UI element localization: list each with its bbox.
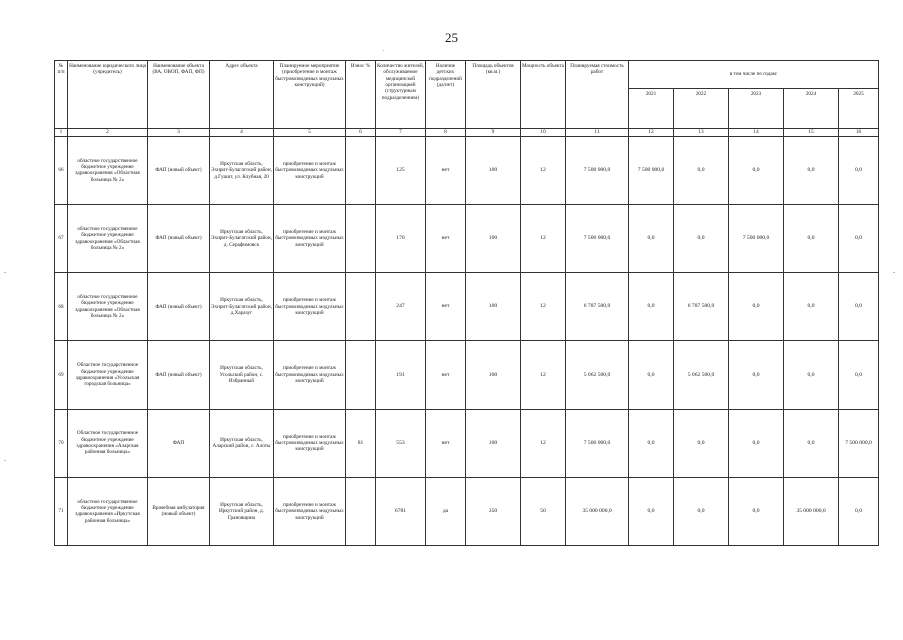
legal-entity-cell: областное государственное бюджетное учреждение здравоохранения «Областная больница № 2» bbox=[68, 136, 148, 204]
population-cell: 191 bbox=[376, 341, 426, 409]
row-number: 67 bbox=[55, 204, 68, 272]
measure-cell: приобретение и монтаж быстровозводимых модульных конструкций bbox=[274, 204, 346, 272]
table-row bbox=[55, 477, 879, 545]
capacity-cell: 12 bbox=[521, 409, 566, 477]
population-cell: 125 bbox=[376, 136, 426, 204]
header-no: № п/п bbox=[55, 61, 68, 129]
header-object: Наименование объекта (ВА, ОВОП, ФАП, ФП) bbox=[148, 61, 210, 129]
column-number: 11 bbox=[566, 129, 629, 137]
cost-cell: 7 500 000,0 bbox=[566, 136, 629, 204]
header-year: 2021 bbox=[629, 89, 674, 129]
year-2022-cell: 0,0 bbox=[674, 409, 729, 477]
column-number: 14 bbox=[729, 129, 784, 137]
table-row bbox=[55, 409, 879, 477]
population-cell: 170 bbox=[376, 204, 426, 272]
cost-cell: 5 062 500,0 bbox=[566, 341, 629, 409]
header-capacity: Мощность объекта bbox=[521, 61, 566, 129]
children-units-cell: да bbox=[426, 477, 466, 545]
address-cell: Иркутская область, Аларский район, с. Алоты bbox=[210, 409, 274, 477]
year-2025-cell: 0,0 bbox=[839, 204, 879, 272]
year-2023-cell: 0,0 bbox=[729, 409, 784, 477]
row-number: 70 bbox=[55, 409, 68, 477]
year-2021-cell: 0,0 bbox=[629, 477, 674, 545]
scan-dash: - bbox=[893, 268, 896, 276]
legal-entity-cell: областное государственное бюджетное учреждение здравоохранения «Областная больница № 2» bbox=[68, 204, 148, 272]
header-year: 2022 bbox=[674, 89, 729, 129]
area-cell: 100 bbox=[466, 409, 521, 477]
header-row bbox=[55, 61, 879, 89]
year-2023-cell: 7 500 000,0 bbox=[729, 204, 784, 272]
capacity-cell: 50 bbox=[521, 477, 566, 545]
children-units-cell: нет bbox=[426, 204, 466, 272]
header-year: 2024 bbox=[784, 89, 839, 129]
children-units-cell: нет bbox=[426, 341, 466, 409]
year-2022-cell: 6 787 500,0 bbox=[674, 273, 729, 341]
row-number: 68 bbox=[55, 273, 68, 341]
measure-cell: приобретение и монтаж быстровозводимых модульных конструкций bbox=[274, 136, 346, 204]
header-wear: Износ % bbox=[346, 61, 376, 129]
address-cell: Иркутская область, Усольский район, с. Избранный bbox=[210, 341, 274, 409]
year-2024-cell: 0,0 bbox=[784, 136, 839, 204]
cost-cell: 6 787 500,0 bbox=[566, 273, 629, 341]
year-2022-cell: 0,0 bbox=[674, 136, 729, 204]
column-number: 15 bbox=[784, 129, 839, 137]
year-2022-cell: 0,0 bbox=[674, 477, 729, 545]
cost-cell: 7 500 000,0 bbox=[566, 409, 629, 477]
wear-cell: 81 bbox=[346, 409, 376, 477]
object-name-cell: Врачебная амбулатория (новый объект) bbox=[148, 477, 210, 545]
measure-cell: приобретение и монтаж быстровозводимых модульных конструкций bbox=[274, 409, 346, 477]
year-2023-cell: 0,0 bbox=[729, 273, 784, 341]
header-measures: Планируемое мероприятие (приобретение и монтаж быстровозводимых модульных конструкций) bbox=[274, 61, 346, 129]
year-2024-cell: 0,0 bbox=[784, 273, 839, 341]
header-cost: Планируемая стоимость работ bbox=[566, 61, 629, 129]
row-number: 69 bbox=[55, 341, 68, 409]
year-2022-cell: 5 062 500,0 bbox=[674, 341, 729, 409]
object-name-cell: ФАП (новый объект) bbox=[148, 341, 210, 409]
object-name-cell: ФАП (новый объект) bbox=[148, 136, 210, 204]
area-cell: 100 bbox=[466, 204, 521, 272]
year-2024-cell: 0,0 bbox=[784, 204, 839, 272]
table-row bbox=[55, 273, 879, 341]
table-row bbox=[55, 204, 879, 272]
year-2024-cell: 0,0 bbox=[784, 409, 839, 477]
column-number: 2 bbox=[68, 129, 148, 137]
legal-entity-cell: Областное государственное бюджетное учреждение здравоохранения «Усольская городская больница» bbox=[68, 341, 148, 409]
capacity-cell: 12 bbox=[521, 204, 566, 272]
year-2023-cell: 0,0 bbox=[729, 136, 784, 204]
wear-cell bbox=[346, 341, 376, 409]
year-2021-cell: 0,0 bbox=[629, 273, 674, 341]
year-2023-cell: 0,0 bbox=[729, 341, 784, 409]
children-units-cell: нет bbox=[426, 409, 466, 477]
header-area: Площадь объектов (кв.м.) bbox=[466, 61, 521, 129]
column-number: 1 bbox=[55, 129, 68, 137]
year-2021-cell: 0,0 bbox=[629, 409, 674, 477]
header-address: Адрес объекта bbox=[210, 61, 274, 129]
header-population: Количество жителей, обслуживаемое медицинской организацией (структурным подразделением) bbox=[376, 61, 426, 129]
legal-entity-cell: областное государственное бюджетное учреждение здравоохранения «Областная больница № 2» bbox=[68, 273, 148, 341]
header-entity: Наименование юридического лица (учредитель) bbox=[68, 61, 148, 129]
year-2021-cell: 0,0 bbox=[629, 341, 674, 409]
column-number-row bbox=[55, 129, 879, 137]
column-number: 12 bbox=[629, 129, 674, 137]
header-year: 2023 bbox=[729, 89, 784, 129]
column-number: 8 bbox=[426, 129, 466, 137]
column-number: 10 bbox=[521, 129, 566, 137]
population-cell: 247 bbox=[376, 273, 426, 341]
year-2024-cell: 35 000 000,0 bbox=[784, 477, 839, 545]
object-name-cell: ФАП (новый объект) bbox=[148, 204, 210, 272]
header-years: в том числе по годам: bbox=[629, 61, 879, 89]
header-children: Наличие детских подразделений (да/нет) bbox=[426, 61, 466, 129]
object-name-cell: ФАП (новый объект) bbox=[148, 273, 210, 341]
year-2024-cell: 0,0 bbox=[784, 341, 839, 409]
object-name-cell: ФАП bbox=[148, 409, 210, 477]
legal-entity-cell: областное государственное бюджетное учреждение здравоохранения «Иркутская районная больница» bbox=[68, 477, 148, 545]
measure-cell: приобретение и монтаж быстровозводимых модульных конструкций bbox=[274, 273, 346, 341]
year-2021-cell: 7 500 000,0 bbox=[629, 136, 674, 204]
address-cell: Иркутская область, Эхирит-Булагатский район, д.Харазуг bbox=[210, 273, 274, 341]
measure-cell: приобретение и монтаж быстровозводимых модульных конструкций bbox=[274, 341, 346, 409]
scan-dot: · bbox=[382, 47, 385, 55]
column-number: 7 bbox=[376, 129, 426, 137]
header-year: 2025 bbox=[839, 89, 879, 129]
wear-cell bbox=[346, 273, 376, 341]
column-number: 3 bbox=[148, 129, 210, 137]
children-units-cell: нет bbox=[426, 273, 466, 341]
year-2025-cell: 0,0 bbox=[839, 477, 879, 545]
address-cell: Иркутская область, Эхирит-Булагатский район, д. Серафимовск bbox=[210, 204, 274, 272]
column-number: 5 bbox=[274, 129, 346, 137]
wear-cell bbox=[346, 204, 376, 272]
column-number: 6 bbox=[346, 129, 376, 137]
cost-cell: 35 000 000,0 bbox=[566, 477, 629, 545]
population-cell: 6781 bbox=[376, 477, 426, 545]
column-number: 16 bbox=[839, 129, 879, 137]
table-row bbox=[55, 341, 879, 409]
scan-dash: - bbox=[4, 456, 7, 464]
wear-cell bbox=[346, 477, 376, 545]
area-cell: 100 bbox=[466, 273, 521, 341]
page-number: 25 bbox=[445, 30, 458, 45]
capacity-cell: 12 bbox=[521, 273, 566, 341]
measure-cell: приобретение и монтаж быстровозводимых модульных конструкций bbox=[274, 477, 346, 545]
year-2025-cell: 0,0 bbox=[839, 136, 879, 204]
year-2025-cell: 0,0 bbox=[839, 341, 879, 409]
capacity-cell: 12 bbox=[521, 136, 566, 204]
year-2021-cell: 0,0 bbox=[629, 204, 674, 272]
investment-table bbox=[54, 60, 879, 546]
year-2022-cell: 0,0 bbox=[674, 204, 729, 272]
area-cell: 100 bbox=[466, 136, 521, 204]
column-number: 13 bbox=[674, 129, 729, 137]
year-2025-cell: 7 500 000,0 bbox=[839, 409, 879, 477]
column-number: 9 bbox=[466, 129, 521, 137]
wear-cell bbox=[346, 136, 376, 204]
cost-cell: 7 500 000,0 bbox=[566, 204, 629, 272]
year-2023-cell: 0,0 bbox=[729, 477, 784, 545]
capacity-cell: 12 bbox=[521, 341, 566, 409]
scan-dash: - bbox=[4, 268, 7, 276]
children-units-cell: нет bbox=[426, 136, 466, 204]
column-number: 4 bbox=[210, 129, 274, 137]
address-cell: Иркутская область, Эхирит-Булагатский район, д.Гушит, ул. Клубная, 20 bbox=[210, 136, 274, 204]
population-cell: 553 bbox=[376, 409, 426, 477]
row-number: 71 bbox=[55, 477, 68, 545]
area-cell: 350 bbox=[466, 477, 521, 545]
legal-entity-cell: Областное государственное бюджетное учреждение здравоохранения «Аларская районная больница» bbox=[68, 409, 148, 477]
address-cell: Иркутская область, Иркутский район, д. Грановщина bbox=[210, 477, 274, 545]
year-2025-cell: 0,0 bbox=[839, 273, 879, 341]
area-cell: 100 bbox=[466, 341, 521, 409]
table-row bbox=[55, 136, 879, 204]
row-number: 66 bbox=[55, 136, 68, 204]
